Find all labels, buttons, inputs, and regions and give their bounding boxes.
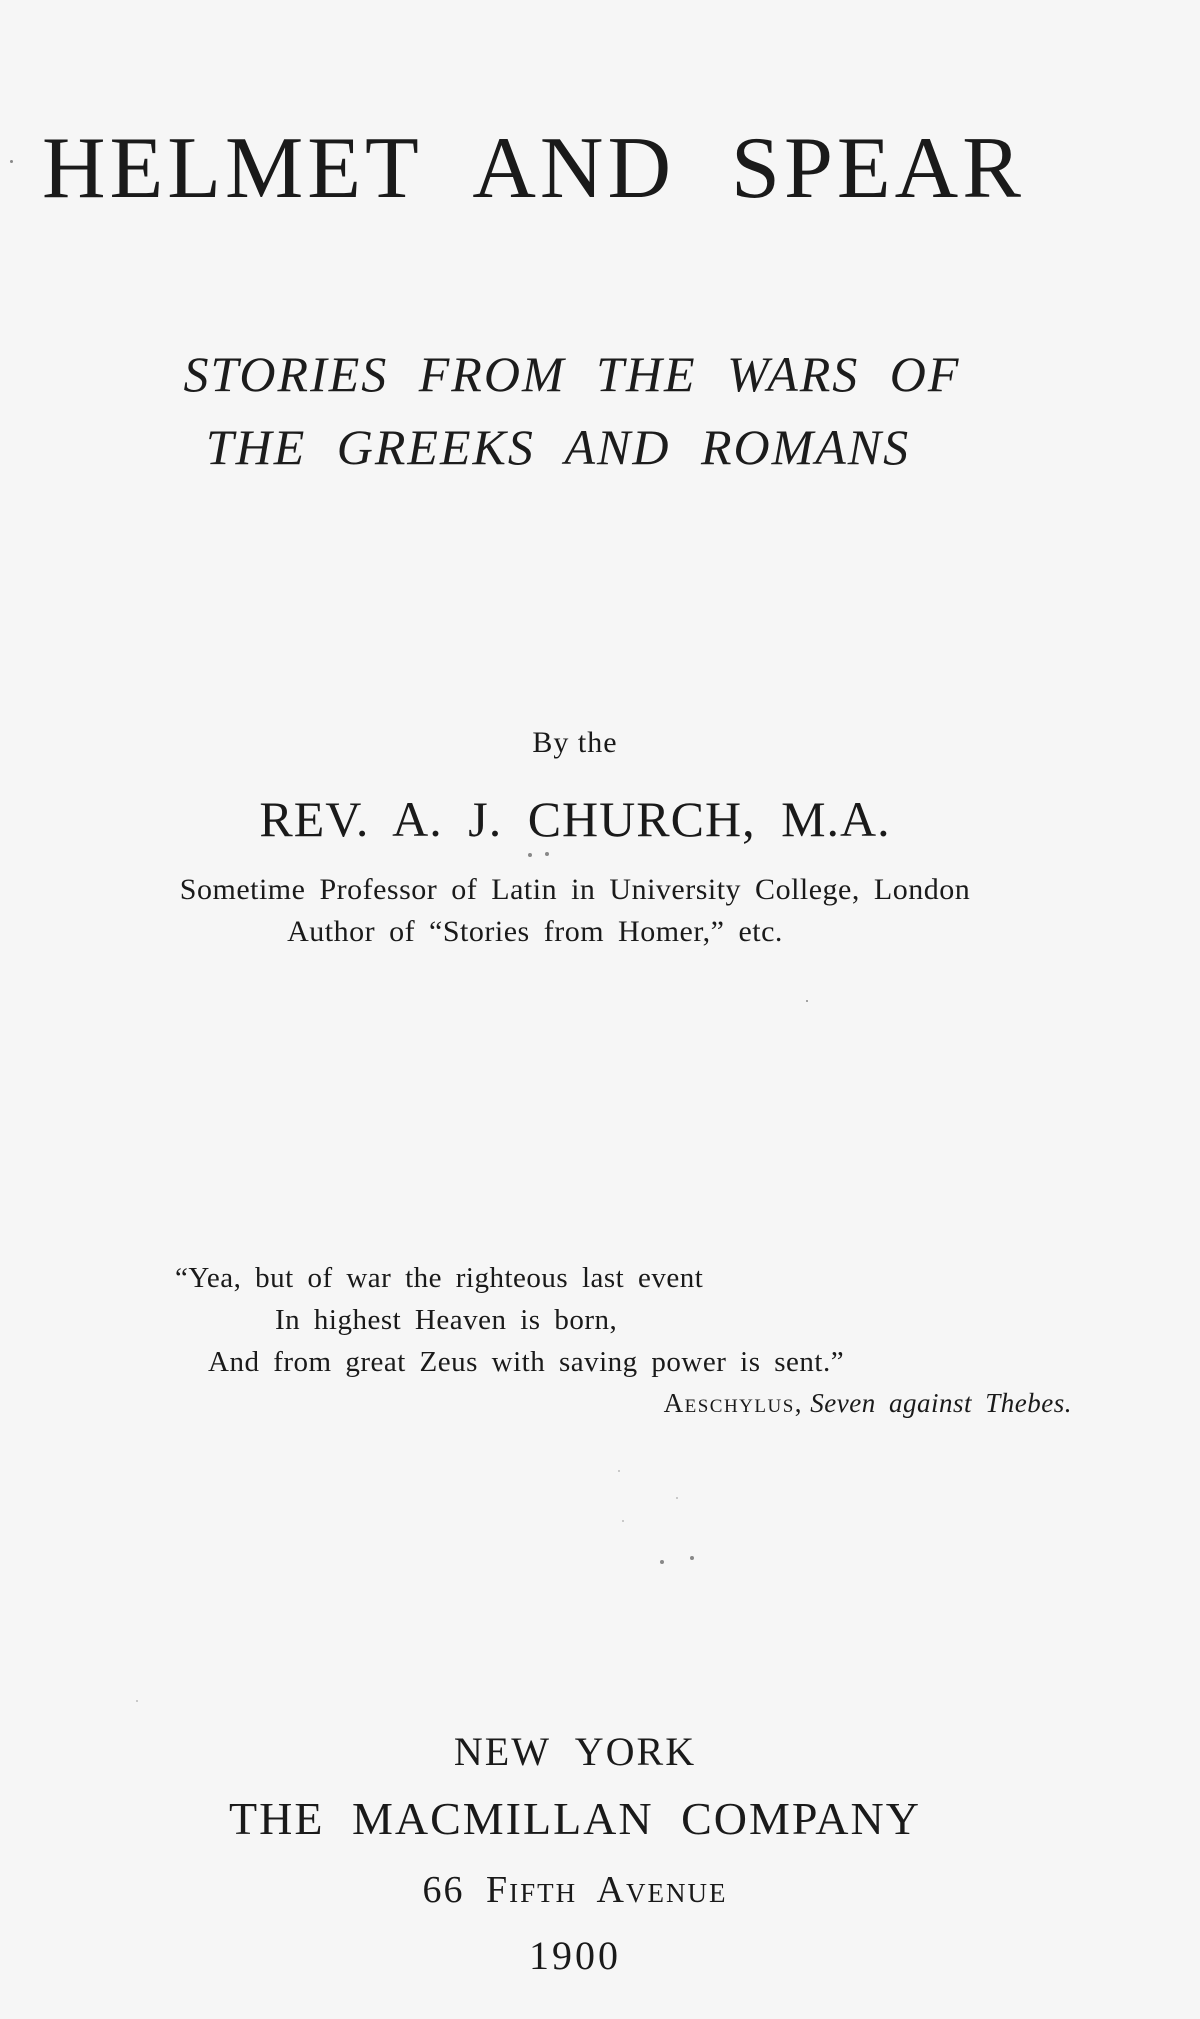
epigraph-work: Seven against Thebes. [810, 1388, 1072, 1418]
imprint-year: 1900 [529, 1933, 621, 1978]
epigraph-line-1: “Yea, but of war the righteous last event [175, 1262, 704, 1294]
paper-speck [545, 852, 549, 856]
epigraph-line-2: In highest Heaven is born, [275, 1304, 618, 1336]
by-line: By the [532, 726, 618, 759]
subtitle-line-1: STORIES FROM THE WARS OF [183, 346, 961, 402]
paper-speck [618, 1470, 620, 1472]
paper-speck [622, 1520, 624, 1522]
paper-speck [10, 160, 13, 163]
author-credit: Author of “Stories from Homer,” etc. [287, 915, 783, 948]
paper-speck [806, 1000, 808, 1002]
author-affiliation: Sometime Professor of Latin in University College, London [179, 873, 971, 906]
imprint-address: 66 Fifth Avenue [422, 1869, 728, 1911]
paper-speck [136, 1700, 138, 1702]
paper-speck [676, 1497, 678, 1499]
epigraph-line-3: And from great Zeus with saving power is sent.” [208, 1346, 845, 1378]
imprint-publisher: THE MACMILLAN COMPANY [229, 1793, 921, 1844]
subtitle-line-2: THE GREEKS AND ROMANS [205, 419, 911, 475]
paper-speck [690, 1556, 694, 1560]
epigraph-author: Aeschylus, [663, 1388, 804, 1418]
paper-speck [528, 853, 532, 857]
book-title: HELMET AND SPEAR [42, 120, 1025, 217]
epigraph-attribution [664, 1388, 1072, 1419]
imprint-place: NEW YORK [453, 1729, 697, 1774]
paper-speck [660, 1560, 664, 1564]
author-name: REV. A. J. CHURCH, M.A. [259, 791, 891, 847]
